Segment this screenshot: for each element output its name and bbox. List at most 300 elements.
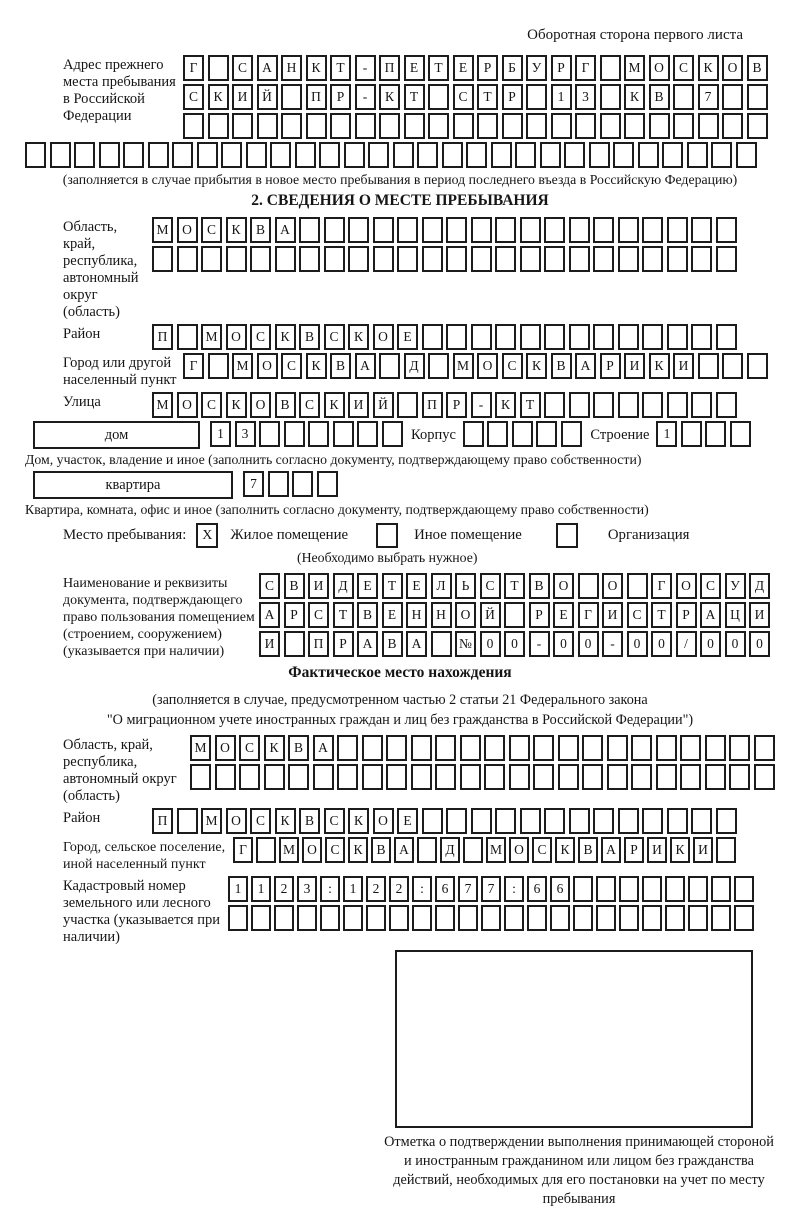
char-cell (295, 142, 316, 168)
char-cell (680, 735, 701, 761)
char-cell (308, 421, 329, 447)
char-cell (698, 113, 719, 139)
char-cell (348, 217, 369, 243)
char-cell (564, 142, 585, 168)
char-cell: 2 (366, 876, 386, 902)
city-label: Город или другой населенный пункт (63, 355, 177, 388)
char-cell (208, 353, 229, 379)
char-cell: Р (529, 602, 550, 628)
char-cell (544, 246, 565, 272)
region-row-2[interactable] (152, 246, 775, 272)
char-cell (333, 421, 354, 447)
actual-location-note-1: (заполняется в случае, предусмотренном частью 2 статьи 21 Федерального закона (152, 692, 648, 708)
stay-type-checkbox-organization[interactable] (556, 523, 578, 548)
char-cell (593, 808, 614, 834)
char-cell (74, 142, 95, 168)
char-cell: О (722, 55, 743, 81)
char-cell: В (250, 217, 271, 243)
document-block (25, 573, 775, 660)
char-cell: М (201, 324, 222, 350)
char-cell (544, 392, 565, 418)
char-cell (705, 421, 726, 447)
char-cell (722, 84, 743, 110)
char-cell: А (601, 837, 621, 863)
char-cell: С (201, 217, 222, 243)
street-row[interactable] (152, 392, 740, 418)
char-cell: К (264, 735, 285, 761)
street-block (25, 392, 775, 418)
char-cell (619, 876, 639, 902)
char-cell: М (232, 353, 253, 379)
cadastre-rows (228, 876, 775, 931)
char-cell (397, 392, 418, 418)
char-cell (667, 392, 688, 418)
char-cell: А (575, 353, 596, 379)
char-cell (642, 876, 662, 902)
char-cell (711, 142, 732, 168)
char-cell: П (308, 631, 329, 657)
district-block (25, 324, 775, 350)
char-cell: О (250, 392, 271, 418)
char-cell (463, 837, 483, 863)
char-cell (716, 808, 737, 834)
region-rows (152, 217, 775, 272)
char-cell (320, 905, 340, 931)
document-row-1[interactable] (259, 573, 775, 599)
char-cell: Г (233, 837, 253, 863)
char-cell (446, 246, 467, 272)
char-cell: Д (749, 573, 770, 599)
char-cell: П (152, 324, 173, 350)
char-cell: И (308, 573, 329, 599)
prev-address-row-3[interactable] (183, 113, 775, 139)
char-cell (656, 735, 677, 761)
char-cell: К (348, 324, 369, 350)
char-cell (382, 421, 403, 447)
district-label: Район (63, 326, 101, 342)
char-cell: Г (651, 573, 672, 599)
char-cell: 2 (274, 876, 294, 902)
city-block (25, 353, 775, 389)
stay-type-checkbox-residential[interactable]: X (196, 523, 218, 548)
char-cell (734, 905, 754, 931)
region-block (25, 217, 775, 321)
actual-city-row[interactable] (233, 837, 739, 863)
char-cell: Г (575, 55, 596, 81)
char-cell: Р (333, 631, 354, 657)
char-cell (729, 764, 750, 790)
char-cell (642, 905, 662, 931)
prev-address-rows (183, 55, 775, 139)
char-cell: С (453, 84, 474, 110)
char-cell: 0 (578, 631, 599, 657)
char-cell: С (259, 573, 280, 599)
char-cell: В (578, 837, 598, 863)
char-cell: И (232, 84, 253, 110)
char-cell (582, 735, 603, 761)
char-cell (526, 113, 547, 139)
char-cell: 0 (651, 631, 672, 657)
char-cell: № (455, 631, 476, 657)
char-cell (533, 735, 554, 761)
char-cell: Е (397, 324, 418, 350)
char-cell: - (471, 392, 492, 418)
prev-address-row-2[interactable] (183, 84, 775, 110)
char-cell (600, 84, 621, 110)
char-cell: К (348, 837, 368, 863)
char-cell (281, 113, 302, 139)
char-cell (471, 217, 492, 243)
char-cell: 0 (725, 631, 746, 657)
char-cell (593, 217, 614, 243)
char-cell: П (422, 392, 443, 418)
char-cell: В (330, 353, 351, 379)
stay-type-checkbox-other-premises[interactable] (376, 523, 398, 548)
actual-region-row-2[interactable] (190, 764, 778, 790)
char-cell: О (455, 602, 476, 628)
char-cell (662, 142, 683, 168)
actual-district-block (25, 808, 775, 834)
char-cell: 3 (235, 421, 256, 447)
char-cell: Т (330, 55, 351, 81)
char-cell: К (379, 84, 400, 110)
char-cell (215, 764, 236, 790)
prev-address-row-1[interactable] (183, 55, 775, 81)
char-cell: В (649, 84, 670, 110)
char-cell (404, 113, 425, 139)
char-cell: Й (373, 392, 394, 418)
char-cell (526, 84, 547, 110)
char-cell: 1 (656, 421, 677, 447)
char-cell (446, 324, 467, 350)
char-cell (284, 421, 305, 447)
char-cell: О (477, 353, 498, 379)
char-cell (487, 421, 508, 447)
house-number-row[interactable] (210, 421, 406, 447)
actual-district-label: Район (63, 810, 101, 826)
char-cell: К (306, 55, 327, 81)
char-cell (495, 808, 516, 834)
char-cell (357, 421, 378, 447)
district-row[interactable] (152, 324, 740, 350)
char-cell: 0 (553, 631, 574, 657)
char-cell (481, 905, 501, 931)
apartment-number-row[interactable] (243, 471, 341, 497)
char-cell: У (725, 573, 746, 599)
char-cell (306, 113, 327, 139)
char-cell: О (257, 353, 278, 379)
char-cell (435, 905, 455, 931)
cadastre-row-1[interactable] (228, 876, 775, 902)
char-cell: Т (404, 84, 425, 110)
char-cell (520, 217, 541, 243)
char-cell (747, 84, 768, 110)
korpus-row[interactable] (463, 421, 586, 447)
char-cell (292, 471, 313, 497)
char-cell (520, 808, 541, 834)
char-cell: О (226, 324, 247, 350)
stamp-area (395, 950, 753, 1128)
char-cell: 1 (210, 421, 231, 447)
char-cell: 3 (575, 84, 596, 110)
actual-city-block (25, 837, 775, 873)
char-cell (201, 246, 222, 272)
char-cell: К (649, 353, 670, 379)
char-cell (373, 217, 394, 243)
char-cell: К (624, 84, 645, 110)
stay-type-option-other-premises: Иное помещение (414, 527, 522, 543)
char-cell (228, 905, 248, 931)
document-row-3[interactable] (259, 631, 775, 657)
char-cell (673, 113, 694, 139)
cadastre-row-2[interactable] (228, 905, 775, 931)
house-block (25, 421, 775, 449)
char-cell (362, 764, 383, 790)
char-cell: Р (446, 392, 467, 418)
char-cell (257, 113, 278, 139)
char-cell (747, 113, 768, 139)
char-cell: О (509, 837, 529, 863)
char-cell (673, 84, 694, 110)
char-cell (152, 246, 173, 272)
char-cell: 1 (228, 876, 248, 902)
actual-region-rows (190, 735, 778, 790)
char-cell (417, 837, 437, 863)
char-cell: С (232, 55, 253, 81)
char-cell: И (624, 353, 645, 379)
char-cell: 0 (480, 631, 501, 657)
char-cell: О (302, 837, 322, 863)
char-cell (397, 217, 418, 243)
char-cell: - (529, 631, 550, 657)
char-cell (251, 905, 271, 931)
char-cell: И (348, 392, 369, 418)
char-cell: : (412, 876, 432, 902)
char-cell: М (279, 837, 299, 863)
char-cell (631, 764, 652, 790)
char-cell (412, 905, 432, 931)
document-label: Наименование и реквизиты документа, подтверждающего право пользования помещением (строением, сооружением) (указывается при наличии) (63, 576, 255, 659)
char-cell (667, 324, 688, 350)
char-cell: Н (406, 602, 427, 628)
char-cell: И (259, 631, 280, 657)
char-cell (393, 142, 414, 168)
cadastre-label: Кадастровый номер земельного или лесного участка (указывается при наличии) (63, 878, 220, 945)
char-cell (379, 113, 400, 139)
char-cell: 0 (749, 631, 770, 657)
char-cell (716, 217, 737, 243)
char-cell: В (299, 808, 320, 834)
char-cell (754, 735, 775, 761)
char-cell (520, 324, 541, 350)
region-label: Область, край, республика, автономный округ (область) (63, 219, 139, 320)
char-cell: Т (428, 55, 449, 81)
char-cell (589, 142, 610, 168)
char-cell (627, 573, 648, 599)
char-cell (274, 905, 294, 931)
actual-district-row[interactable] (152, 808, 740, 834)
char-cell (281, 84, 302, 110)
char-cell (460, 764, 481, 790)
char-cell: С (250, 324, 271, 350)
char-cell: Т (382, 573, 403, 599)
char-cell (569, 246, 590, 272)
char-cell (319, 142, 340, 168)
char-cell (618, 324, 639, 350)
char-cell (705, 735, 726, 761)
char-cell: К (670, 837, 690, 863)
char-cell (148, 142, 169, 168)
char-cell (722, 113, 743, 139)
char-cell (705, 764, 726, 790)
char-cell: Т (333, 602, 354, 628)
char-cell: Н (431, 602, 452, 628)
char-cell: 7 (458, 876, 478, 902)
char-cell: А (700, 602, 721, 628)
document-row-2[interactable] (259, 602, 775, 628)
char-cell (730, 421, 751, 447)
char-cell: В (288, 735, 309, 761)
char-cell (368, 142, 389, 168)
char-cell (246, 142, 267, 168)
actual-location-note-2: "О миграционном учете иностранных граждан и лиц без гражданства в Российской Федерации") (106, 712, 694, 728)
char-cell (515, 142, 536, 168)
actual-location-heading: Фактическое место нахождения (288, 664, 512, 681)
char-cell: А (355, 353, 376, 379)
char-cell: К (208, 84, 229, 110)
char-cell: В (357, 602, 378, 628)
char-cell: 6 (435, 876, 455, 902)
char-cell: 2 (389, 876, 409, 902)
char-cell (624, 113, 645, 139)
char-cell (208, 113, 229, 139)
char-cell (551, 113, 572, 139)
char-cell (716, 246, 737, 272)
char-cell (509, 764, 530, 790)
char-cell: А (313, 735, 334, 761)
char-cell (711, 876, 731, 902)
prev-address-row-4[interactable] (25, 142, 775, 168)
char-cell: В (529, 573, 550, 599)
char-cell (259, 421, 280, 447)
char-cell: Ь (455, 573, 476, 599)
char-cell: - (355, 84, 376, 110)
char-cell (313, 764, 334, 790)
char-cell (667, 808, 688, 834)
char-cell (50, 142, 71, 168)
char-cell: Т (504, 573, 525, 599)
char-cell: 1 (551, 84, 572, 110)
region-row-1[interactable] (152, 217, 775, 243)
stay-type-block (25, 523, 775, 548)
char-cell: И (749, 602, 770, 628)
char-cell: В (747, 55, 768, 81)
char-cell (446, 217, 467, 243)
char-cell: В (299, 324, 320, 350)
char-cell: 0 (700, 631, 721, 657)
char-cell (491, 142, 512, 168)
char-cell (680, 764, 701, 790)
char-cell: К (526, 353, 547, 379)
char-cell (411, 764, 432, 790)
char-cell (593, 246, 614, 272)
actual-region-row-1[interactable] (190, 735, 778, 761)
char-cell: Р (502, 84, 523, 110)
char-cell (226, 246, 247, 272)
char-cell (536, 421, 557, 447)
page-side-note: Оборотная сторона первого листа (527, 27, 743, 43)
char-cell (596, 876, 616, 902)
char-cell: Р (477, 55, 498, 81)
char-cell: И (602, 602, 623, 628)
char-cell: Г (183, 353, 204, 379)
char-cell (177, 246, 198, 272)
char-cell: Б (502, 55, 523, 81)
char-cell (373, 246, 394, 272)
char-cell (607, 735, 628, 761)
char-cell: Л (431, 573, 452, 599)
char-cell (379, 353, 400, 379)
char-cell (190, 764, 211, 790)
char-cell: : (320, 876, 340, 902)
char-cell (317, 471, 338, 497)
char-cell (453, 113, 474, 139)
char-cell (177, 808, 198, 834)
actual-region-block (25, 735, 775, 805)
char-cell (460, 735, 481, 761)
char-cell: Е (553, 602, 574, 628)
char-cell: М (190, 735, 211, 761)
char-cell (600, 113, 621, 139)
char-cell (99, 142, 120, 168)
char-cell: О (177, 392, 198, 418)
char-cell: - (355, 55, 376, 81)
char-cell (177, 324, 198, 350)
char-cell (221, 142, 242, 168)
char-cell: О (602, 573, 623, 599)
char-cell: С (700, 573, 721, 599)
char-cell (330, 113, 351, 139)
char-cell: Ц (725, 602, 746, 628)
char-cell (716, 392, 737, 418)
char-cell (264, 764, 285, 790)
char-cell: 7 (243, 471, 264, 497)
char-cell (607, 764, 628, 790)
stay-type-option-residential: Жилое помещение (230, 527, 349, 543)
char-cell (458, 905, 478, 931)
char-cell: К (324, 392, 345, 418)
char-cell (239, 764, 260, 790)
char-cell: Р (551, 55, 572, 81)
city-row[interactable] (183, 353, 771, 379)
char-cell (355, 113, 376, 139)
char-cell (422, 246, 443, 272)
char-cell (284, 631, 305, 657)
char-cell: С (250, 808, 271, 834)
char-cell: М (152, 217, 173, 243)
house-type-box: дом (33, 421, 200, 449)
stroenie-row[interactable] (656, 421, 754, 447)
char-cell (495, 246, 516, 272)
actual-city-label: Город, сельское поселение, иной населенный пункт (63, 840, 226, 872)
char-cell (688, 876, 708, 902)
char-cell (512, 421, 533, 447)
char-cell: С (673, 55, 694, 81)
char-cell (747, 353, 768, 379)
char-cell (288, 764, 309, 790)
char-cell: Н (281, 55, 302, 81)
stroenie-label: Строение (590, 427, 650, 443)
